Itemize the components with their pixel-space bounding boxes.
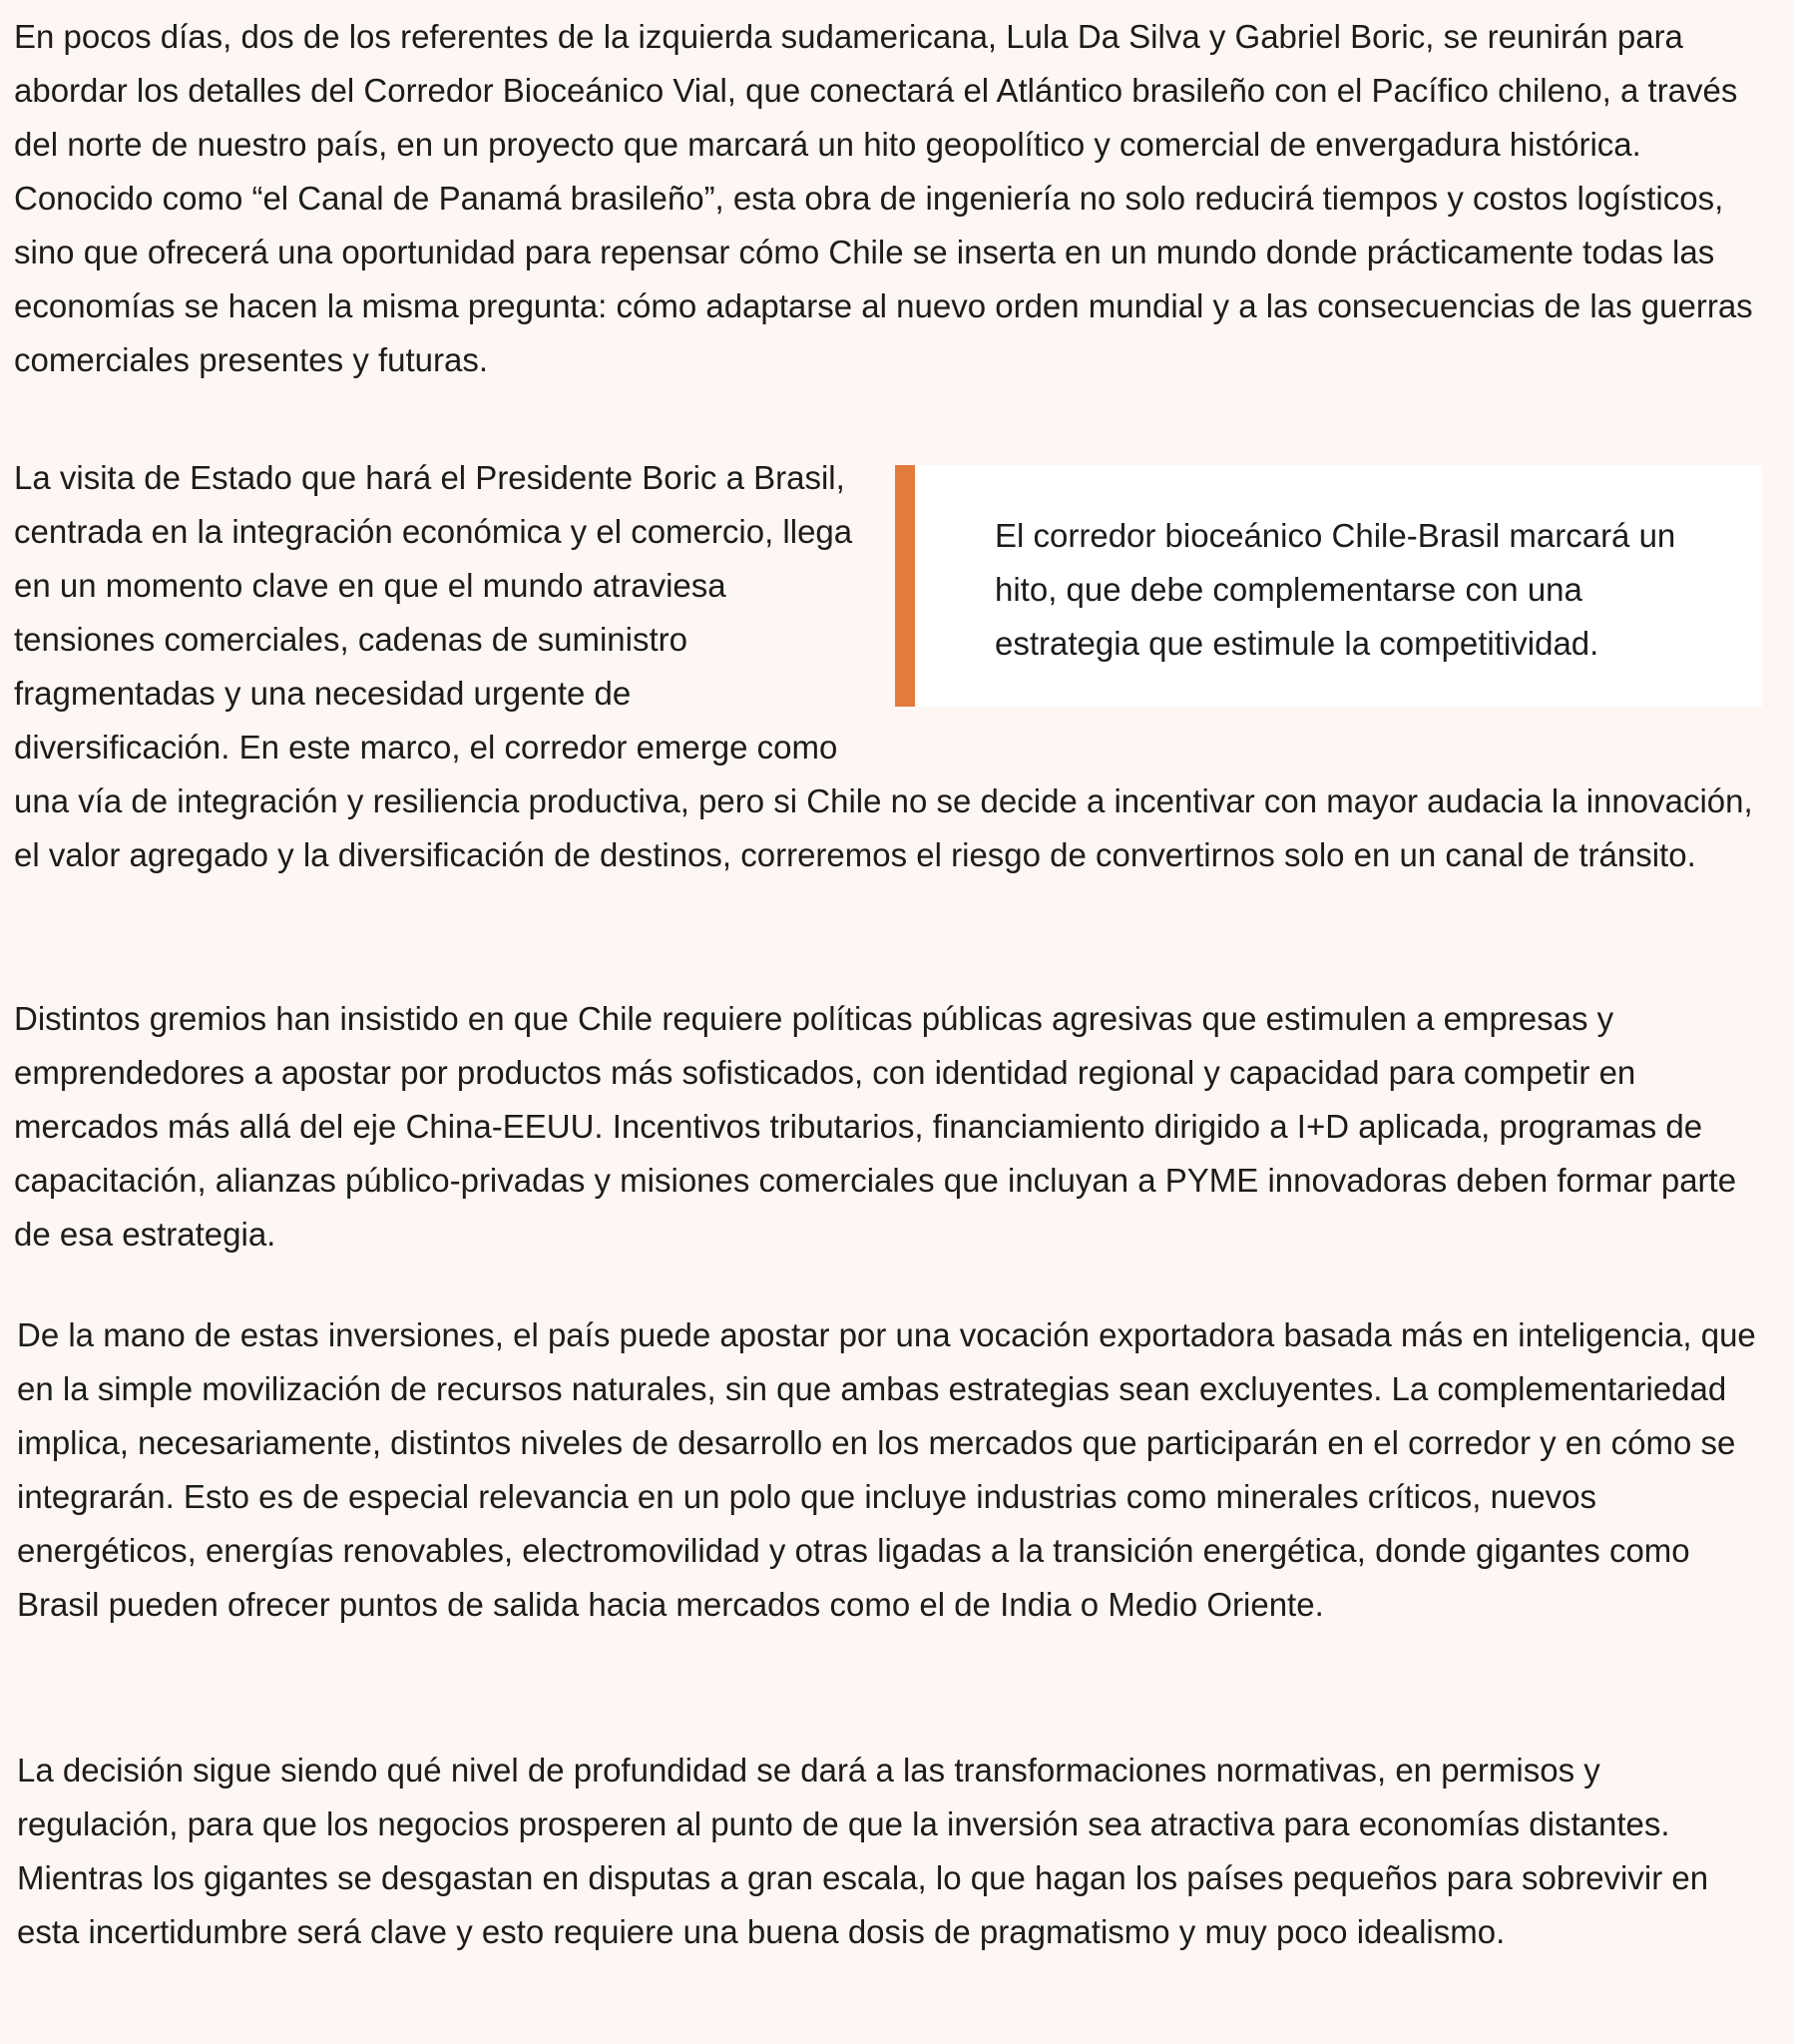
- paragraph-4: De la mano de estas inversiones, el país puede apostar por una vocación exportadora basada más en inteligencia, que en la simple movilización de recursos naturales, sin que ambas estrategias sean excluyentes. La complementariedad implica, necesariamente, distintos niveles de desarrollo en los mercados que participarán en el corredor y en cómo se integrarán. Esto es de especial relevancia en un polo que incluye industrias como minerales críticos, nuevos energéticos, energías renovables, electromovilidad y otras ligadas a la transición energética, donde gigantes como Brasil pueden ofrecer puntos de salida hacia mercados como el de India o Medio Oriente.: [17, 1316, 1756, 1623]
- paragraph-2: La visita de Estado que hará el Presidente Boric a Brasil, centrada en la integración económica y el comercio, llega en un momento clave en que el mundo atraviesa tensiones comerciales, cadenas de suministro fragmentadas y una necesidad urgente de diversificación. En este marco, el corredor emerge como una vía de integración y resiliencia productiva, pero si Chile no se decide a incentivar con mayor audacia la innovación, el valor agregado y la diversificación de destinos, correremos el riesgo de convertirnos solo en un canal de tránsito.: [14, 459, 1753, 873]
- paragraph-5: La decisión sigue siendo qué nivel de profundidad se dará a las transformaciones normativas, en permisos y regulación, para que los negocios prosperen al punto de que la inversión sea atractiva para economías distantes. Mientras los gigantes se desgastan en disputas a gran escala, lo que hagan los países pequeños para sobrevivir en esta incertidumbre será clave y esto requiere una buena dosis de pragmatismo y muy poco idealismo.: [17, 1752, 1709, 1950]
- pull-quote: El corredor bioceánico Chile-Brasil marcará un hito, que debe complementarse con una estrategia que estimule la competitividad.: [895, 465, 1762, 707]
- paragraph-3: Distintos gremios han insistido en que Chile requiere políticas públicas agresivas que estimulen a empresas y emprendedores a apostar por productos más sofisticados, con identidad regional y capacidad para competir en mercados más allá del eje China-EEUU. Incentivos tributarios, financiamiento dirigido a I+D aplicada, programas de capacitación, alianzas público-privadas y misiones comerciales que incluyan a PYME innovadoras deben formar parte de esa estrategia.: [14, 1000, 1737, 1253]
- paragraph-1: En pocos días, dos de los referentes de la izquierda sudamericana, Lula Da Silva y Gabriel Boric, se reunirán para abordar los detalles del Corredor Bioceánico Vial, que conectará el Atlántico brasileño con el Pacífico chileno, a través del norte de nuestro país, en un proyecto que marcará un hito geopolítico y comercial de envergadura histórica. Conocido como “el Canal de Panamá brasileño”, esta obra de ingeniería no solo reducirá tiempos y costos logísticos, sino que ofrecerá una oportunidad para repensar cómo Chile se inserta en un mundo donde prácticamente todas las economías se hacen la misma pregunta: cómo adaptarse al nuevo orden mundial y a las consecuencias de las guerras comerciales presentes y futuras.: [14, 18, 1753, 378]
- paragraph-2-wrapper: [14, 451, 1762, 882]
